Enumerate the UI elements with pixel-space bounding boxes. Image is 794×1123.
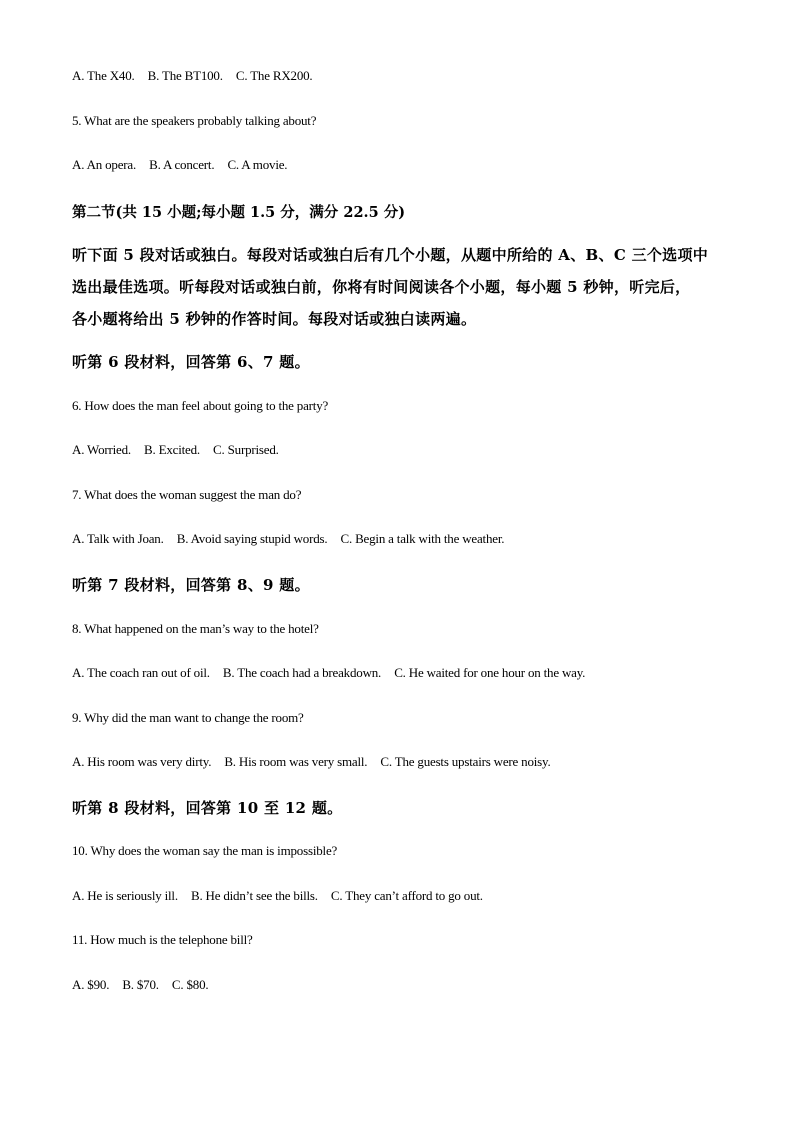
q5-question: 5. What are the speakers probably talking about? (72, 113, 317, 128)
q4-option-b: B. The BT100. (147, 68, 223, 83)
q9-options (72, 754, 561, 770)
q9-option-a: A. His room was very dirty. (72, 754, 212, 769)
section2-instruction-1: 听下面 5 段对话或独白。每段对话或独白后有几个小题，从题中所给的 A、B、C 三个选项中 (72, 246, 709, 264)
section2-instruction-3: 各小题将给出 5 秒钟的作答时间。每段对话或独白读两遍。 (72, 310, 477, 328)
section2-heading: 第二节(共 15 小题;每小题 1.5 分，满分 22.5 分) (72, 204, 406, 221)
q6-option-a: A. Worried. (72, 442, 131, 457)
q9-option-b: B. His room was very small. (224, 754, 368, 769)
q8-option-c: C. He waited for one hour on the way. (394, 665, 586, 680)
q6-option-b: B. Excited. (144, 442, 200, 457)
q9-question: 9. Why did the man want to change the room? (72, 710, 304, 725)
q10-option-a: A. He is seriously ill. (72, 888, 178, 903)
q10-options (72, 888, 493, 904)
q11-option-a: A. $90. (72, 977, 110, 992)
q9-option-c: C. The guests upstairs were noisy. (380, 754, 551, 769)
q5-option-c: C. A movie. (227, 157, 288, 172)
q10-question: 10. Why does the woman say the man is impossible? (72, 843, 338, 858)
q8-option-b: B. The coach had a breakdown. (222, 665, 382, 680)
q5-option-b: B. A concert. (149, 157, 215, 172)
q6-option-c: C. Surprised. (213, 442, 279, 457)
q11-option-b: B. $70. (122, 977, 159, 992)
q5-options (72, 157, 297, 173)
q8-options (72, 665, 595, 681)
q7-option-c: C. Begin a talk with the weather. (340, 531, 505, 546)
q7-question: 7. What does the woman suggest the man do? (72, 487, 302, 502)
section2-instruction-2: 选出最佳选项。听每段对话或独白前，你将有时间阅读各个小题，每小题 5 秒钟，听完后， (72, 278, 691, 296)
q10-option-c: C. They can’t afford to go out. (330, 888, 483, 903)
q7-option-a: A. Talk with Joan. (72, 531, 164, 546)
q11-options (72, 977, 218, 993)
q8-question: 8. What happened on the man’s way to the hotel? (72, 621, 319, 636)
q4-option-c: C. The RX200. (235, 68, 313, 83)
q5-option-a: A. An opera. (72, 157, 137, 172)
part8-heading: 听第 8 段材料，回答第 10 至 12 题。 (72, 799, 343, 817)
q4-option-a: A. The X40. (72, 68, 135, 83)
q6-question: 6. How does the man feel about going to the party? (72, 398, 329, 413)
q11-question: 11. How much is the telephone bill? (72, 932, 253, 947)
q7-options (72, 531, 514, 547)
part7-heading: 听第 7 段材料，回答第 8、9 题。 (72, 576, 310, 594)
q6-options (72, 442, 289, 458)
q11-option-c: C. $80. (171, 977, 209, 992)
q4-options (72, 68, 322, 84)
q8-option-a: A. The coach ran out of oil. (72, 665, 210, 680)
part6-heading: 听第 6 段材料，回答第 6、7 题。 (72, 353, 310, 371)
q7-option-b: B. Avoid saying stupid words. (176, 531, 328, 546)
q10-option-b: B. He didn’t see the bills. (190, 888, 318, 903)
